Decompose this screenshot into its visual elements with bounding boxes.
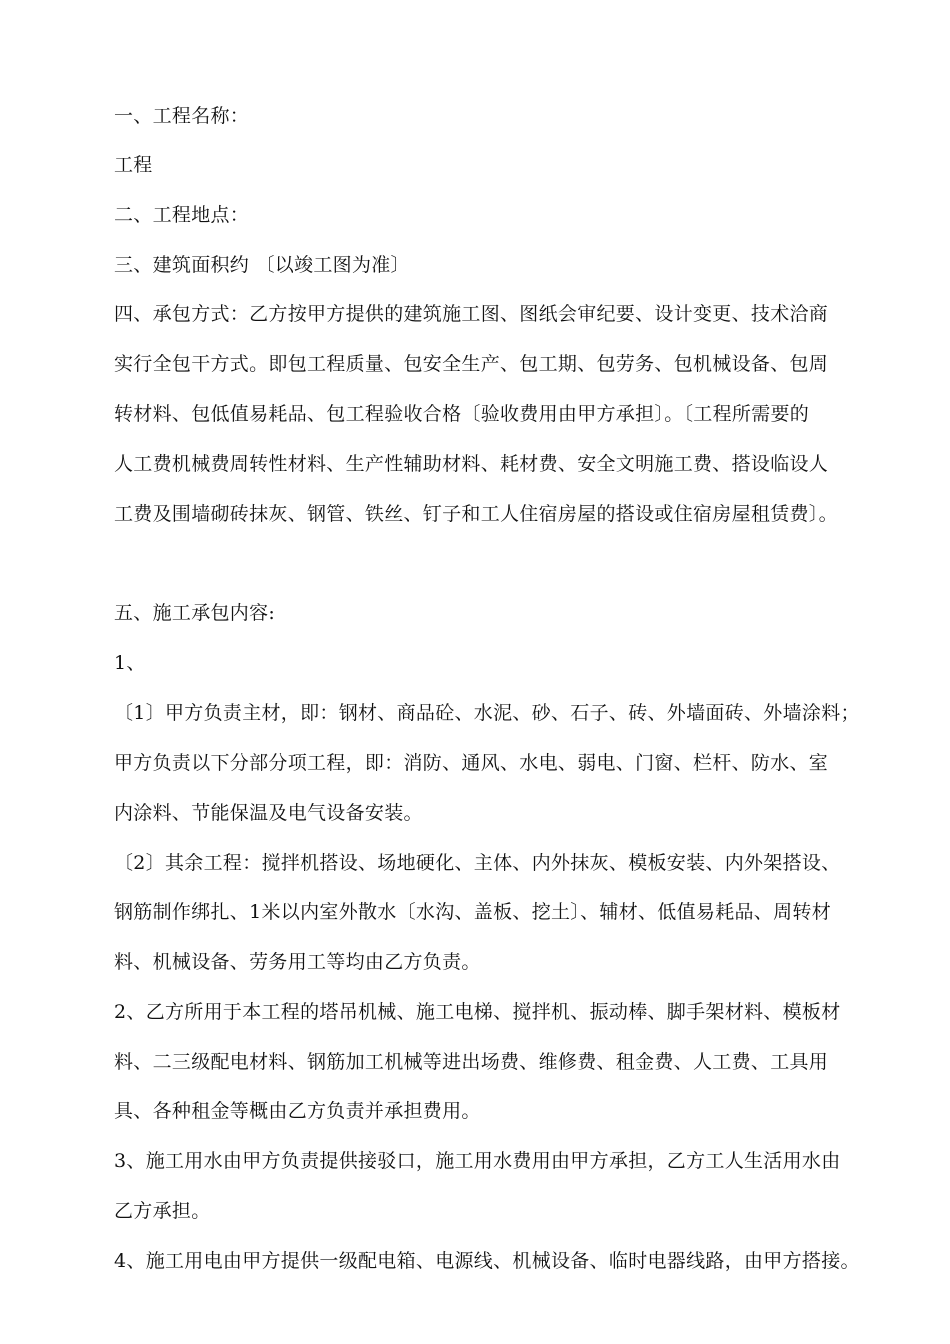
- section-4-line-1: 四、承包方式：乙方按甲方提供的建筑施工图、图纸会审纪要、设计变更、技术洽商: [114, 303, 829, 325]
- item-1-2-line-3: 料、机械设备、劳务用工等均由乙方负责。: [114, 951, 481, 973]
- item-1-2-line-1: 〔2〕其余工程：搅拌机搭设、场地硬化、主体、内外抹灰、模板安装、内外架搭设、: [114, 852, 841, 874]
- item-2-line-1: 2、乙方所用于本工程的塔吊机械、施工电梯、搅拌机、振动棒、脚手架材料、模板材: [114, 1001, 841, 1023]
- section-5-heading: 五、施工承包内容:: [114, 602, 276, 624]
- project-name-value: 工程: [114, 154, 153, 176]
- item-1-1-line-2: 甲方负责以下分部分项工程，即：消防、通风、水电、弱电、门窗、栏杆、防水、室: [114, 752, 829, 774]
- section-4-line-3: 转材料、包低值易耗品、包工程验收合格〔验收费用由甲方承担〕。〔工程所需要的: [114, 403, 810, 425]
- item-3-line-1: 3、施工用水由甲方负责提供接驳口，施工用水费用由甲方承担，乙方工人生活用水由: [114, 1150, 841, 1172]
- item-1-1-line-3: 内涂料、节能保温及电气设备安装。: [114, 802, 423, 824]
- item-2-line-2: 料、二三级配电材料、钢筋加工机械等进出场费、维修费、租金费、人工费、工具用: [114, 1051, 829, 1073]
- section-2-heading: 二、工程地点：: [114, 204, 250, 226]
- section-4-line-2: 实行全包干方式。即包工程质量、包安全生产、包工期、包劳务、包机械设备、包周: [114, 353, 829, 375]
- item-2-line-3: 具、各种租金等概由乙方负责并承担费用。: [114, 1100, 481, 1122]
- section-4-line-4: 人工费机械费周转性材料、生产性辅助材料、耗材费、安全文明施工费、搭设临设人: [114, 453, 829, 475]
- section-3-heading: 三、建筑面积约 〔以竣工图为准〕: [114, 254, 410, 276]
- item-3-line-2: 乙方承担。: [114, 1200, 211, 1222]
- section-1-heading: 一、工程名称：: [114, 105, 250, 127]
- item-1-1-line-1: 〔1〕甲方负责主材，即：钢材、商品砼、水泥、砂、石子、砖、外墙面砖、外墙涂料；: [114, 702, 860, 724]
- section-4-line-5: 工费及围墙砌砖抹灰、钢管、铁丝、钉子和工人住宿房屋的搭设或住宿房屋租赁费〕。: [114, 503, 838, 525]
- item-4-line-1: 4、施工用电由甲方提供一级配电箱、电源线、机械设备、临时电器线路，由甲方搭接。: [114, 1250, 860, 1272]
- item-1-2-line-2: 钢筋制作绑扎、1米以内室外散水〔水沟、盖板、挖土〕、辅材、低值易耗品、周转材: [114, 901, 831, 923]
- item-1-label: 1、: [114, 652, 146, 674]
